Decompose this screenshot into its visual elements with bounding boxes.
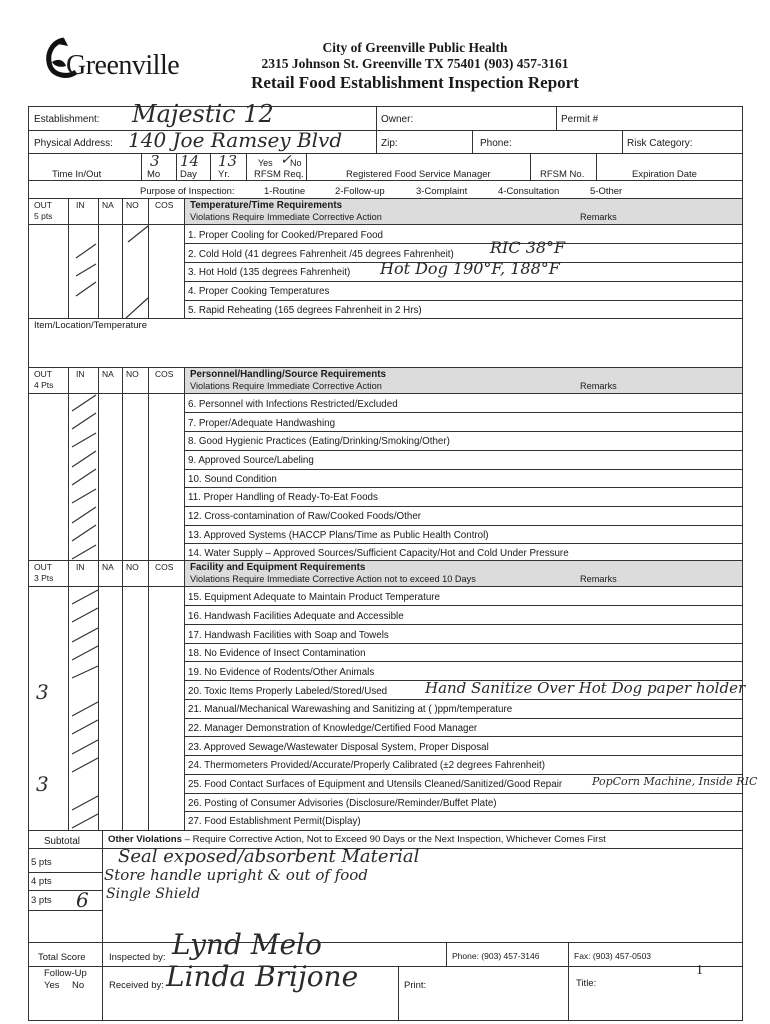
day-label: Day xyxy=(180,169,197,180)
s3-item-23: 23. Approved Sewage/Wastewater Disposal System, Proper Disposal xyxy=(188,742,489,753)
s1-item-5: 5. Rapid Reheating (165 degrees Fahrenheit in 2 Hrs) xyxy=(188,305,422,316)
s2-item-6: 6. Personnel with Infections Restricted/Excluded xyxy=(188,399,398,410)
subtotal-5pts: 5 pts xyxy=(31,857,52,868)
s1-cold-hold-remark[interactable]: RIC 38°F xyxy=(490,238,566,257)
s2-title: Personnel/Handling/Source Requirements xyxy=(190,369,386,380)
received-by-label: Received by: xyxy=(109,980,164,991)
s2-check-marks xyxy=(68,393,108,563)
purpose-routine[interactable]: 1-Routine xyxy=(264,186,306,197)
rfsm-no[interactable]: No xyxy=(290,158,302,168)
s3-remarks: Remarks xyxy=(580,574,617,584)
s3-pts: 3 Pts xyxy=(34,573,54,583)
follow-up-no[interactable]: No xyxy=(72,980,85,991)
s3-cos: COS xyxy=(155,562,174,572)
rfsm-number-label: RFSM No. xyxy=(540,169,585,180)
s1-hot-hold-remark[interactable]: Hot Dog 190°F, 188°F xyxy=(380,259,560,278)
year-value[interactable]: 13 xyxy=(218,152,238,170)
s1-cos: COS xyxy=(155,200,174,210)
s1-pts: 5 pts xyxy=(34,211,53,221)
s1-subtitle: Violations Require Immediate Corrective Action xyxy=(190,212,382,222)
s2-remarks: Remarks xyxy=(580,381,617,391)
s1-no: NO xyxy=(126,200,139,210)
s1-note-label: Item/Location/Temperature xyxy=(34,320,148,331)
risk-category-label: Risk Category: xyxy=(627,138,693,149)
s2-item-10: 10. Sound Condition xyxy=(188,474,277,485)
rfsm-manager-label: Registered Food Service Manager xyxy=(346,169,491,180)
inspector-fax: Fax: (903) 457-0503 xyxy=(574,951,652,961)
s3-item-27: 27. Food Establishment Permit(Display) xyxy=(188,816,361,827)
inspector-signature[interactable]: Lynd Melo xyxy=(172,928,322,961)
s1-item-1: 1. Proper Cooling for Cooked/Prepared Food xyxy=(188,230,383,241)
s2-item-7: 7. Proper/Adequate Handwashing xyxy=(188,418,336,429)
s1-in: IN xyxy=(76,200,85,210)
s3-item-25-out-score[interactable]: 3 xyxy=(36,772,49,796)
other-violations-title: Other Violations xyxy=(108,834,182,845)
other-note-1[interactable]: Seal exposed/absorbent Material xyxy=(118,846,420,867)
inspected-by-label: Inspected by: xyxy=(109,952,166,963)
s3-item-15: 15. Equipment Adequate to Maintain Product Temperature xyxy=(188,592,440,603)
s1-item-3: 3. Hot Hold (135 degrees Fahrenheit) xyxy=(188,267,351,278)
s3-item-20-out-score[interactable]: 3 xyxy=(36,680,49,704)
s2-out: OUT xyxy=(34,369,52,379)
s2-item-14: 14. Water Supply – Approved Sources/Sufficient Capacity/Hot and Cold Under Pressure xyxy=(188,548,569,559)
s2-item-8: 8. Good Hygienic Practices (Eating/Drinking/Smoking/Other) xyxy=(188,436,450,447)
receiver-signature[interactable]: Linda Brijone xyxy=(166,960,359,993)
other-violations-heading xyxy=(108,834,606,845)
s1-item-4: 4. Proper Cooking Temperatures xyxy=(188,286,330,297)
expiration-label: Expiration Date xyxy=(632,169,697,180)
zip-label: Zip: xyxy=(381,138,398,149)
s2-in: IN xyxy=(76,369,85,379)
s3-item-18: 18. No Evidence of Insect Contamination xyxy=(188,648,366,659)
s3-item-20-remark[interactable]: Hand Sanitize Over Hot Dog paper holder xyxy=(425,679,746,697)
purpose-label: Purpose of Inspection: xyxy=(140,186,235,197)
s2-pts: 4 Pts xyxy=(34,380,54,390)
s3-title: Facility and Equipment Requirements xyxy=(190,562,366,573)
phone-label: Phone: xyxy=(480,138,512,149)
follow-up-yes[interactable]: Yes xyxy=(44,980,60,991)
s3-out: OUT xyxy=(34,562,52,572)
s2-no: NO xyxy=(126,369,139,379)
s1-na: NA xyxy=(102,200,114,210)
s3-na: NA xyxy=(102,562,114,572)
title-label: Title: xyxy=(576,978,597,989)
s3-item-25: 25. Food Contact Surfaces of Equipment and Utensils Cleaned/Sanitized/Good Repair xyxy=(188,779,563,790)
s3-item-20: 20. Toxic Items Properly Labeled/Stored/Used xyxy=(188,686,388,697)
mo-label: Mo xyxy=(147,169,161,180)
rfsm-yes[interactable]: Yes xyxy=(258,158,273,168)
s3-item-25-remark[interactable]: PopCorn Machine, Inside RIC xyxy=(592,775,758,788)
owner-label: Owner: xyxy=(381,114,414,125)
s3-no: NO xyxy=(126,562,139,572)
other-note-3[interactable]: Single Shield xyxy=(106,886,201,902)
purpose-other[interactable]: 5-Other xyxy=(590,186,623,197)
org-name: City of Greenville Public Health xyxy=(322,40,508,55)
establishment-label: Establishment: xyxy=(34,114,100,125)
purpose-complaint[interactable]: 3-Complaint xyxy=(416,186,468,197)
establishment-value[interactable]: Majestic 12 xyxy=(132,100,274,128)
permit-label: Permit # xyxy=(561,114,599,125)
rfsm-req-label: RFSM Req. xyxy=(254,169,304,180)
s1-remarks: Remarks xyxy=(580,212,617,222)
purpose-follow-up[interactable]: 2-Follow-up xyxy=(335,186,385,197)
subtotal-3pts-value[interactable]: 6 xyxy=(76,888,89,912)
page-number: 1 xyxy=(696,963,703,978)
s1-out: OUT xyxy=(34,200,52,210)
s1-item-2: 2. Cold Hold (41 degrees Fahrenheit /45 degrees Fahrenheit) xyxy=(188,249,454,260)
s1-title: Temperature/Time Requirements xyxy=(190,200,343,211)
s3-item-16: 16. Handwash Facilities Adequate and Accessible xyxy=(188,611,404,622)
s3-item-19: 19. No Evidence of Rodents/Other Animals xyxy=(188,667,375,678)
s3-item-24: 24. Thermometers Provided/Accurate/Properly Calibrated (±2 degrees Fahrenheit) xyxy=(188,760,545,771)
subtotal-label: Subtotal xyxy=(44,836,80,847)
subtotal-4pts: 4 pts xyxy=(31,876,52,887)
s2-cos: COS xyxy=(155,369,174,379)
address-value[interactable]: 140 Joe Ramsey Blvd xyxy=(128,128,343,152)
s3-in: IN xyxy=(76,562,85,572)
other-violations-note: – Require Corrective Action, Not to Exceed 90 Days or the Next Inspection, Whichever Comes First xyxy=(181,834,606,845)
day-value[interactable]: 14 xyxy=(180,152,200,170)
other-note-2[interactable]: Store handle upright & out of food xyxy=(104,866,368,884)
total-score-label: Total Score xyxy=(38,952,86,963)
s2-na: NA xyxy=(102,369,114,379)
s3-item-22: 22. Manager Demonstration of Knowledge/Certified Food Manager xyxy=(188,723,478,734)
print-label: Print: xyxy=(404,980,427,991)
yr-label: Yr. xyxy=(218,169,230,180)
s2-item-11: 11. Proper Handling of Ready-To-Eat Foods xyxy=(188,492,378,503)
s3-check-marks xyxy=(68,586,108,836)
purpose-consultation[interactable]: 4-Consultation xyxy=(498,186,560,197)
address-label: Physical Address: xyxy=(34,138,113,149)
logo-text: Greenville xyxy=(66,50,180,81)
time-in-out-label: Time In/Out xyxy=(52,169,102,180)
s3-item-17: 17. Handwash Facilities with Soap and Towels xyxy=(188,630,389,641)
inspector-phone: Phone: (903) 457-3146 xyxy=(452,951,540,961)
page-title: Retail Food Establishment Inspection Report xyxy=(251,73,579,92)
s2-item-12: 12. Cross-contamination of Raw/Cooked Foods/Other xyxy=(188,511,422,522)
s3-item-21: 21. Manual/Mechanical Warewashing and Sanitizing at ( )ppm/temperature xyxy=(188,704,513,715)
s2-subtitle: Violations Require Immediate Corrective Action xyxy=(190,381,382,391)
s3-subtitle: Violations Require Immediate Corrective Action not to exceed 10 Days xyxy=(190,574,476,584)
s2-item-13: 13. Approved Systems (HACCP Plans/Time as Public Health Control) xyxy=(188,530,489,541)
subtotal-3pts: 3 pts xyxy=(31,895,52,906)
rfsm-no-check-mark: ✓ xyxy=(280,152,292,168)
month-value[interactable]: 3 xyxy=(150,152,160,170)
s3-item-26: 26. Posting of Consumer Advisories (Disclosure/Reminder/Buffet Plate) xyxy=(188,798,497,809)
follow-up-label: Follow-Up xyxy=(44,968,87,979)
s2-item-9: 9. Approved Source/Labeling xyxy=(188,455,314,466)
org-address: 2315 Johnson St. Greenville TX 75401 (903) 457-3161 xyxy=(261,56,569,71)
